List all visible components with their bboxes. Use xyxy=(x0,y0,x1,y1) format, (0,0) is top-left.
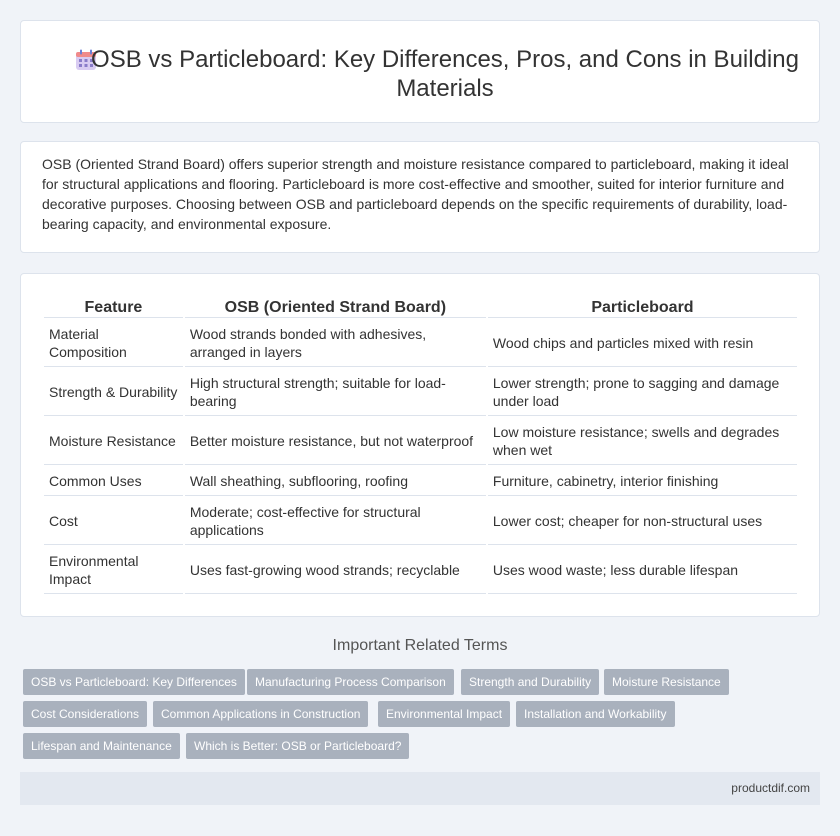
row-osb: Uses fast-growing wood strands; recyclable xyxy=(185,547,486,594)
intro-text: OSB (Oriented Strand Board) offers superior strength and moisture resistance compared to particleboard, making it ideal for structural applications and flooring. Particleboard is more cost-effective and smoother, suited for interior furniture and decorative purposes. Choosing between OSB and particleboard depends on the specific requirements of durability, load-bearing capacity, and environmental exposure. xyxy=(42,156,789,232)
footer-site[interactable]: productdif.com xyxy=(731,781,810,795)
tag-common-applications[interactable]: Common Applications in Construction xyxy=(153,701,368,727)
row-osb: High structural strength; suitable for load-bearing xyxy=(185,369,486,416)
comparison-card xyxy=(20,273,820,617)
row-particleboard: Lower cost; cheaper for non-structural uses xyxy=(488,498,797,545)
page-title: OSB vs Particleboard: Key Differences, Pros, and Cons in Building Materials xyxy=(91,46,799,102)
header-card xyxy=(20,20,820,123)
tag-environmental-impact[interactable]: Environmental Impact xyxy=(378,701,510,727)
row-feature: Strength & Durability xyxy=(44,369,183,416)
row-osb: Wall sheathing, subflooring, roofing xyxy=(185,467,486,496)
header-feature: Feature xyxy=(44,296,183,318)
row-particleboard: Uses wood waste; less durable lifespan xyxy=(488,547,797,594)
table-row xyxy=(44,547,797,594)
table-header-row xyxy=(44,296,797,318)
row-particleboard: Furniture, cabinetry, interior finishing xyxy=(488,467,797,496)
row-particleboard: Low moisture resistance; swells and degrades when wet xyxy=(488,418,797,465)
row-feature: Cost xyxy=(44,498,183,545)
tag-strength-durability[interactable]: Strength and Durability xyxy=(461,669,599,695)
row-particleboard: Lower strength; prone to sagging and damage under load xyxy=(488,369,797,416)
table-row xyxy=(44,418,797,465)
tag-installation-workability[interactable]: Installation and Workability xyxy=(516,701,675,727)
row-feature: Environmental Impact xyxy=(44,547,183,594)
table-row xyxy=(44,369,797,416)
tag-moisture-resistance[interactable]: Moisture Resistance xyxy=(604,669,729,695)
comparison-table xyxy=(42,294,799,596)
row-particleboard: Wood chips and particles mixed with resin xyxy=(488,320,797,367)
row-feature: Moisture Resistance xyxy=(44,418,183,465)
row-osb: Better moisture resistance, but not waterproof xyxy=(185,418,486,465)
table-row xyxy=(44,498,797,545)
related-terms-title: Important Related Terms xyxy=(332,637,508,654)
table-row xyxy=(44,467,797,496)
row-feature: Material Composition xyxy=(44,320,183,367)
row-osb: Moderate; cost-effective for structural applications xyxy=(185,498,486,545)
row-osb: Wood strands bonded with adhesives, arranged in layers xyxy=(185,320,486,367)
header-particleboard: Particleboard xyxy=(488,296,797,318)
header-osb: OSB (Oriented Strand Board) xyxy=(185,296,486,318)
table-row xyxy=(44,320,797,367)
row-feature: Common Uses xyxy=(44,467,183,496)
tag-cost-considerations[interactable]: Cost Considerations xyxy=(23,701,147,727)
intro-card xyxy=(20,141,820,253)
tag-key-differences[interactable]: OSB vs Particleboard: Key Differences xyxy=(23,669,245,695)
tag-manufacturing-process[interactable]: Manufacturing Process Comparison xyxy=(247,669,454,695)
tag-lifespan-maintenance[interactable]: Lifespan and Maintenance xyxy=(23,733,180,759)
tag-which-is-better[interactable]: Which is Better: OSB or Particleboard? xyxy=(186,733,409,759)
footer xyxy=(20,772,820,805)
